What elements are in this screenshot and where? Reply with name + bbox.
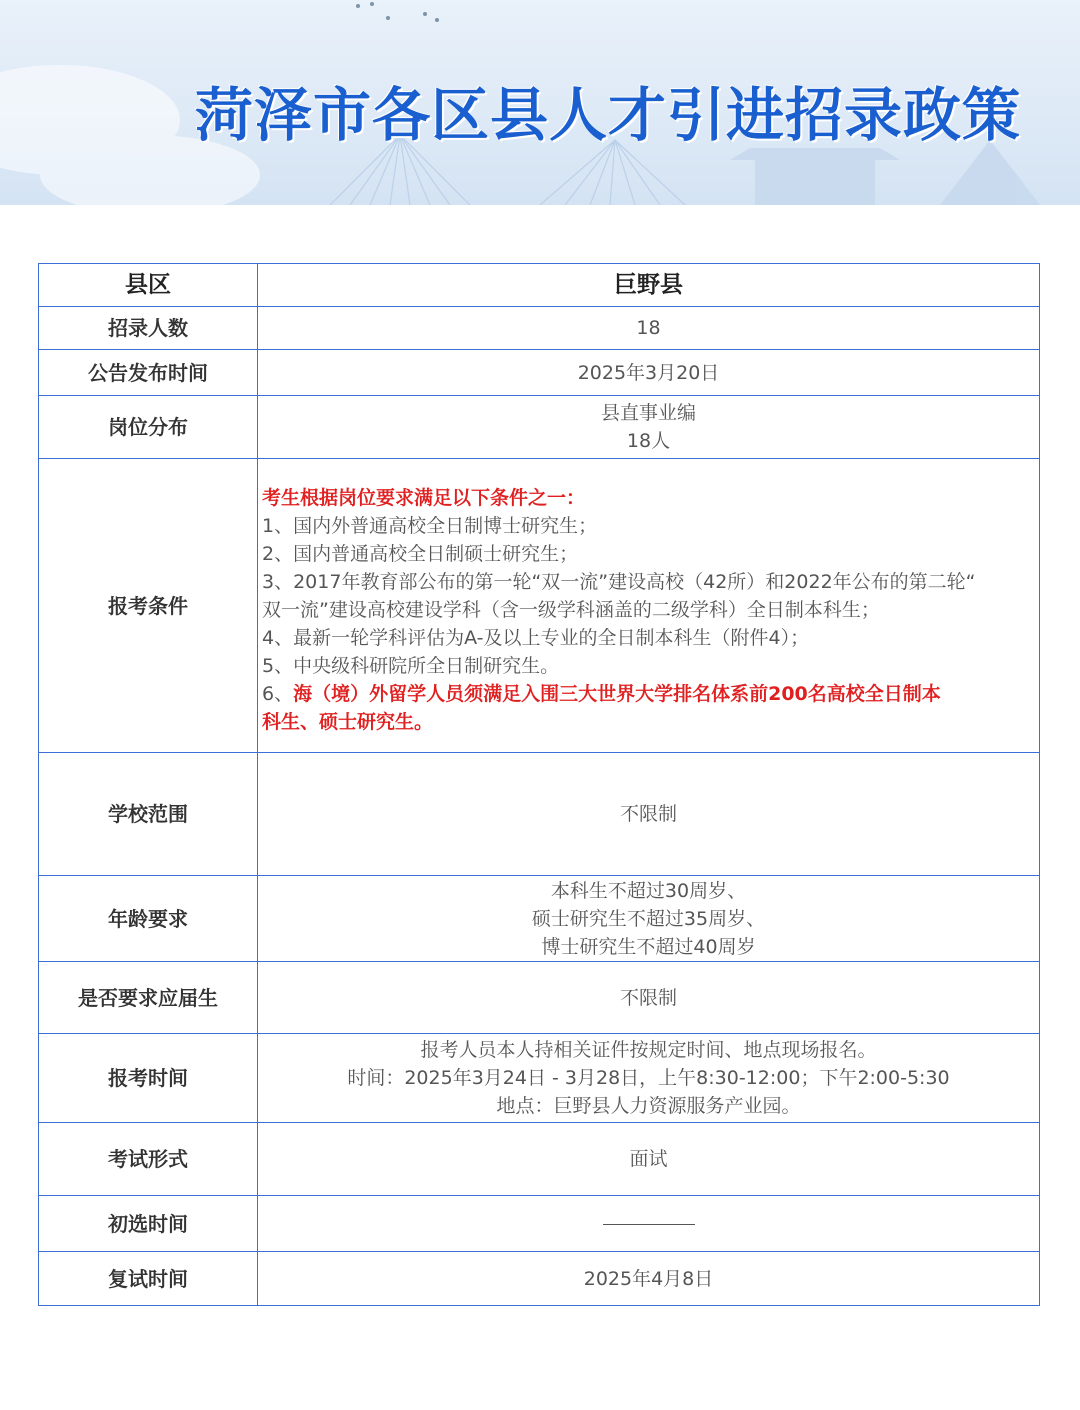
table-row — [39, 350, 1040, 396]
condition-item: 4、最新一轮学科评估为A-及以上专业的全日制本科生（附件4）； — [262, 626, 810, 649]
apply-line: 时间：2025年3月24日 - 3月28日，上午8:30-12:00；下午2:00-5:30 — [347, 1067, 950, 1089]
policy-table — [38, 263, 1040, 1306]
table-row — [39, 307, 1040, 350]
condition-item: 1、国内外普通高校全日制博士研究生； — [262, 514, 598, 537]
row-value: 2025年3月20日 — [258, 350, 1040, 396]
apply-line: 地点：巨野县人力资源服务产业园。 — [496, 1095, 801, 1117]
row-value — [258, 876, 1040, 962]
condition-item — [262, 680, 1035, 708]
condition-item: 5、中央级科研院所全日制研究生。 — [262, 654, 560, 677]
row-label: 年龄要求 — [39, 876, 258, 962]
header-banner — [0, 0, 1080, 205]
row-label: 公告发布时间 — [39, 350, 258, 396]
row-label: 岗位分布 — [39, 396, 258, 459]
condition-item: 3、2017年教育部公布的第一轮“双一流”建设高校（42所）和2022年公布的第二轮“ — [262, 570, 976, 593]
header-label: 县区 — [39, 264, 258, 307]
table-row — [39, 459, 1040, 753]
condition-highlight: 海（境）外留学人员须满足入围三大世界大学排名体系前200名高校全日制本 — [293, 682, 941, 705]
conditions-intro: 考生根据岗位要求满足以下条件之一： — [262, 486, 586, 509]
age-line: 博士研究生不超过40周岁 — [541, 935, 756, 958]
table-row — [39, 1252, 1040, 1306]
table-row — [39, 1123, 1040, 1196]
row-label: 学校范围 — [39, 753, 258, 876]
age-line: 硕士研究生不超过35周岁、 — [531, 907, 766, 930]
row-value — [258, 1196, 1040, 1252]
condition-item: 双一流”建设高校建设学科（含一级学科涵盖的二级学科）全日制本科生； — [262, 598, 880, 621]
positions-line: 县直事业编 — [600, 402, 696, 424]
table-row — [39, 1196, 1040, 1252]
age-line: 本科生不超过30周岁、 — [550, 879, 747, 902]
row-value — [258, 1034, 1040, 1123]
condition-number: 6、 — [262, 682, 294, 705]
table-row — [39, 876, 1040, 962]
row-label: 报考时间 — [39, 1034, 258, 1123]
condition-highlight: 科生、硕士研究生。 — [262, 710, 434, 733]
empty-dash — [603, 1224, 695, 1225]
row-label: 报考条件 — [39, 459, 258, 753]
row-label: 初选时间 — [39, 1196, 258, 1252]
row-value: 不限制 — [258, 753, 1040, 876]
row-label: 招录人数 — [39, 307, 258, 350]
conditions-cell — [258, 459, 1040, 753]
row-value: 2025年4月8日 — [258, 1252, 1040, 1306]
row-label: 复试时间 — [39, 1252, 258, 1306]
row-value: 不限制 — [258, 962, 1040, 1034]
condition-item: 2、国内普通高校全日制硕士研究生； — [262, 542, 579, 565]
positions-line: 18人 — [626, 430, 671, 452]
row-value: 18 — [258, 307, 1040, 350]
row-value: 面试 — [258, 1123, 1040, 1196]
table-row — [39, 753, 1040, 876]
header-value: 巨野县 — [258, 264, 1040, 307]
table-row — [39, 1034, 1040, 1123]
table-header-row — [39, 264, 1040, 307]
apply-line: 报考人员本人持相关证件按规定时间、地点现场报名。 — [420, 1039, 877, 1061]
table-row — [39, 396, 1040, 459]
table-row — [39, 962, 1040, 1034]
row-label: 考试形式 — [39, 1123, 258, 1196]
page-title: 菏泽市各区县人才引进招录政策 — [195, 81, 1022, 149]
row-label: 是否要求应届生 — [39, 962, 258, 1034]
row-value — [258, 396, 1040, 459]
